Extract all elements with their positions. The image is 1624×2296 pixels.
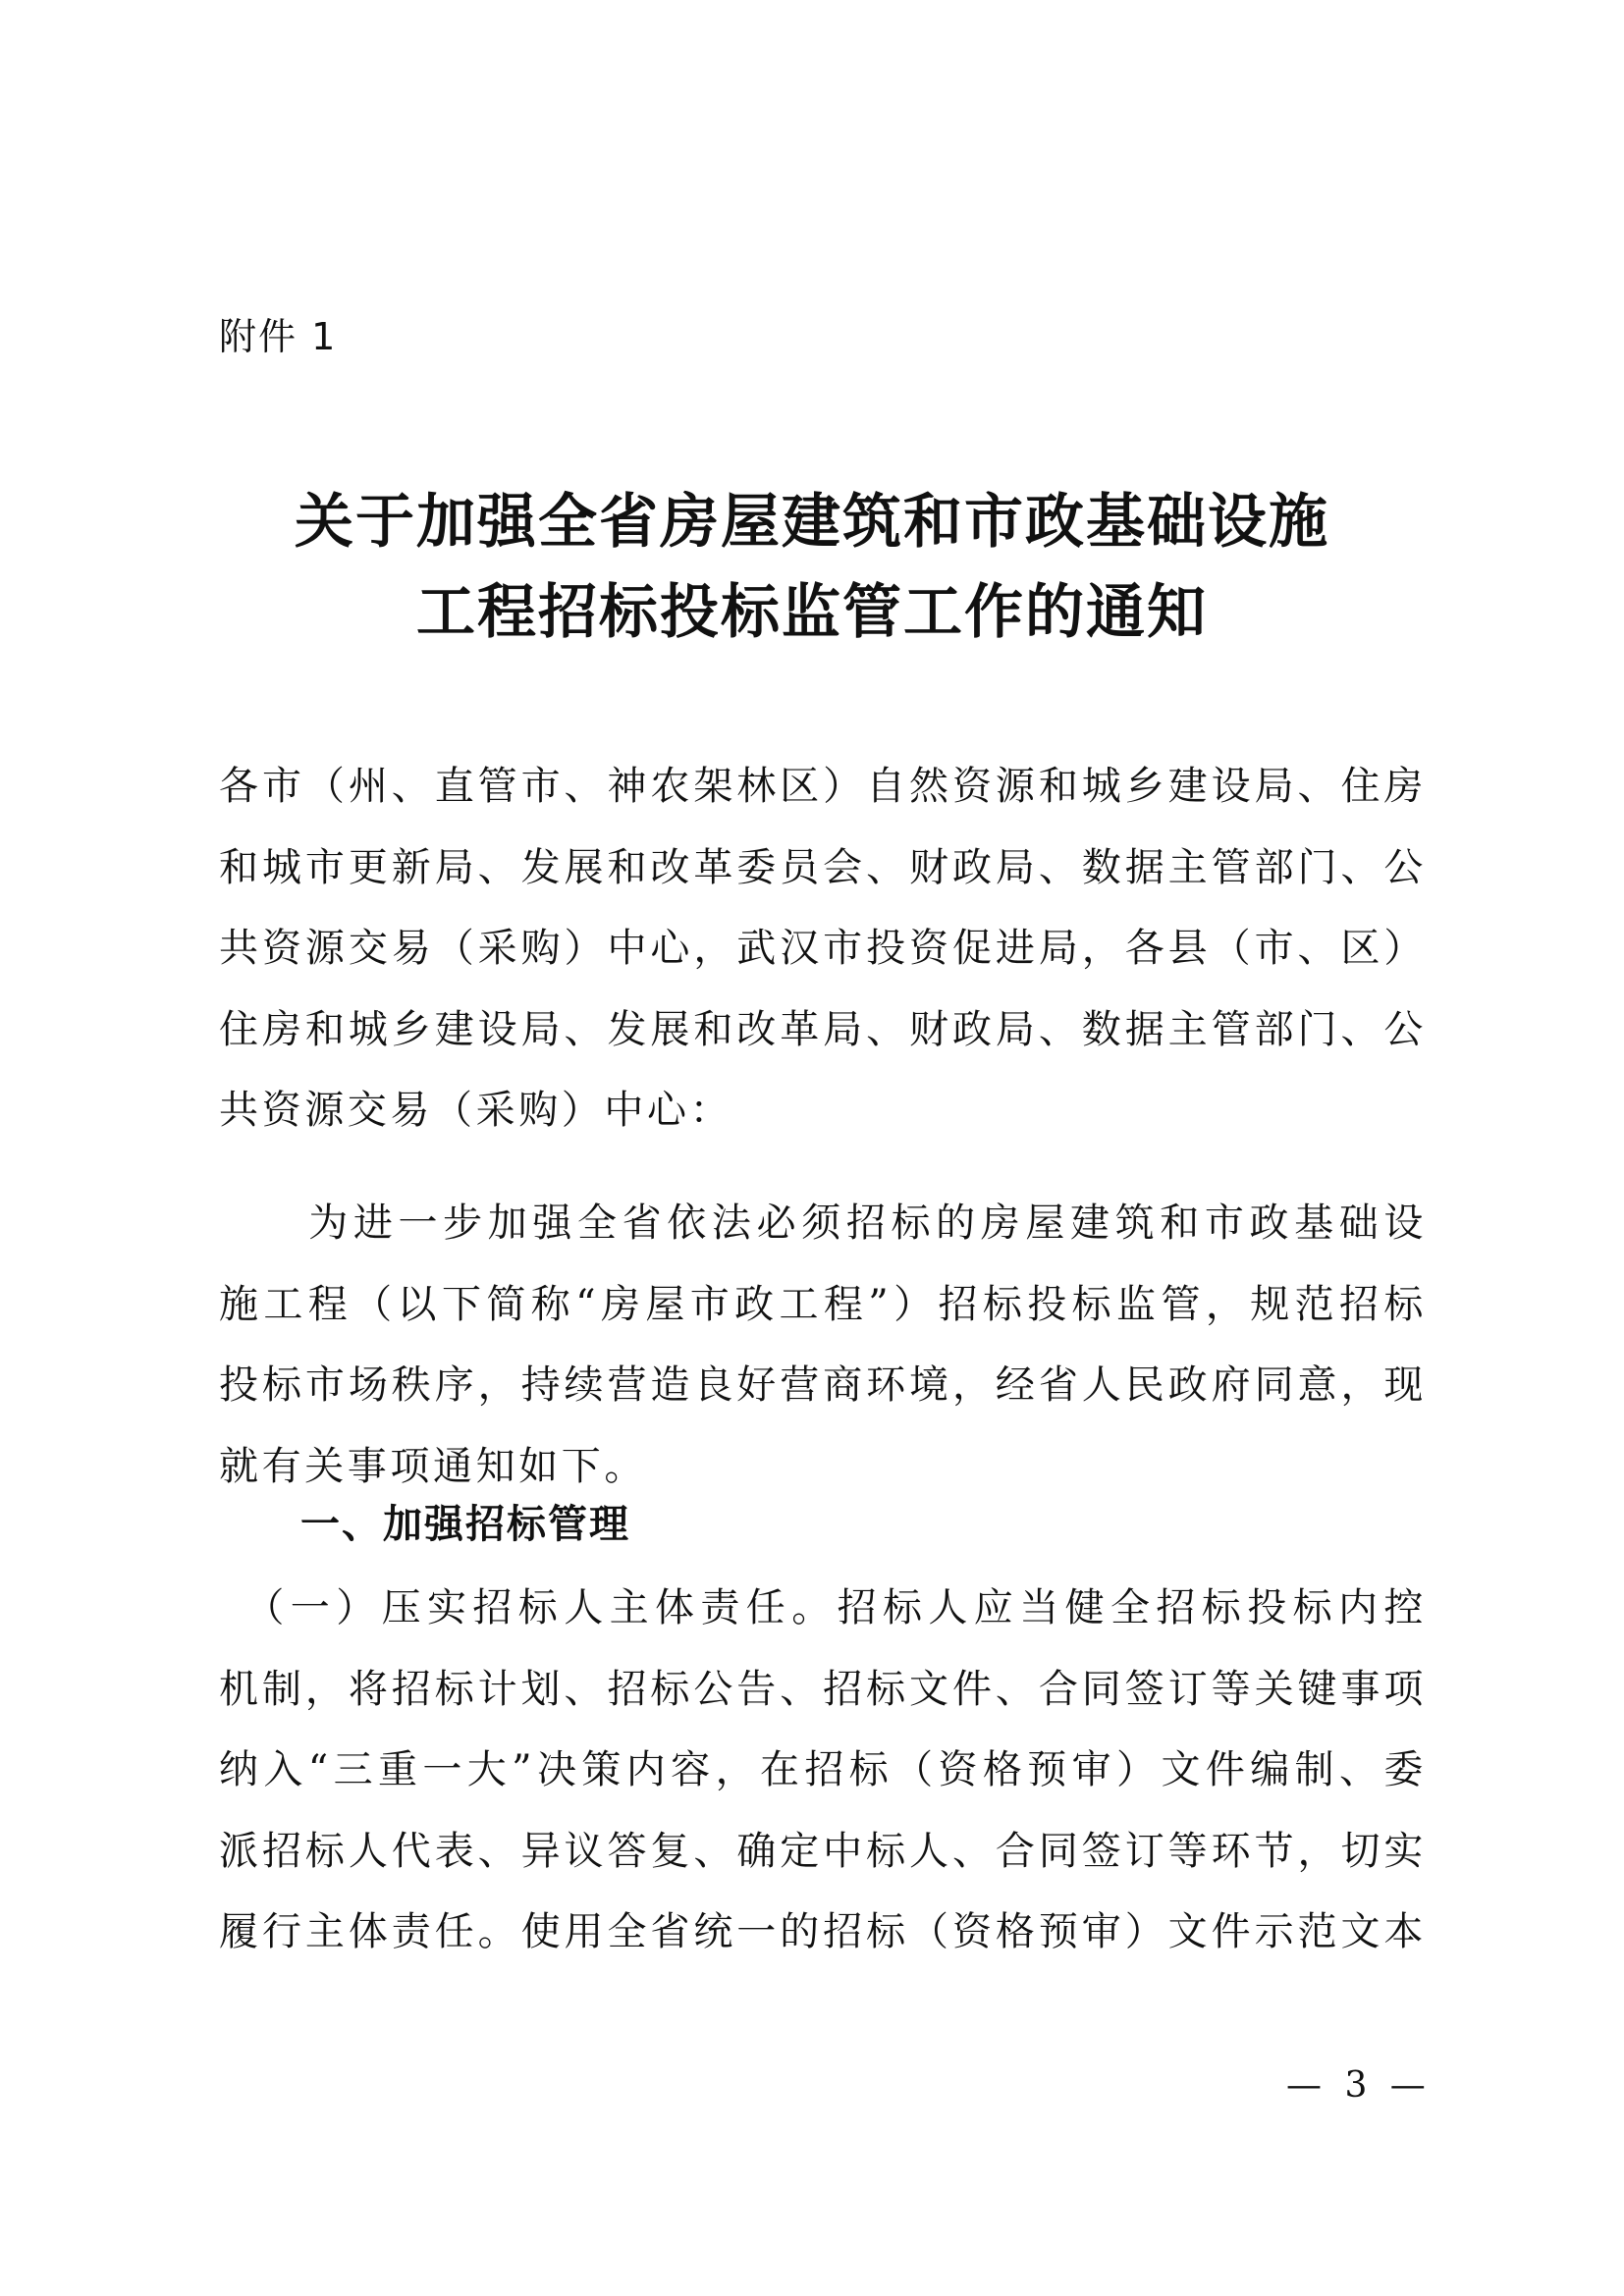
intro-line: 投标市场秩序，持续营造良好营商环境，经省人民政府同意，现 (219, 1362, 1427, 1408)
page-number: — 3 — (1286, 2065, 1432, 2106)
intro-line: 就有关事项通知如下。 (219, 1443, 647, 1489)
paragraph-line: 纳入“三重一大”决策内容，在招标（资格预审）文件编制、委 (219, 1747, 1427, 1792)
intro-line: 为进一步加强全省依法必须招标的房屋建筑和市政基础设 (219, 1201, 1427, 1246)
paragraph-line: （一）压实招标人主体责任。招标人应当健全招标投标内控 (219, 1585, 1427, 1630)
paragraph-line: 机制，将招标计划、招标公告、招标文件、合同签订等关键事项 (219, 1666, 1427, 1712)
paragraph-line: 履行主体责任。使用全省统一的招标（资格预审）文件示范文本 (219, 1909, 1427, 1954)
paragraph-1 (219, 1568, 1427, 1973)
section-heading: 一、加强招标管理 (300, 1502, 630, 1547)
document-title-line-1: 关于加强全省房屋建筑和市政基础设施 (295, 488, 1329, 557)
intro-line: 施工程（以下简称“房屋市政工程”）招标投标监管，规范招标 (219, 1281, 1427, 1327)
addressee-line: 共资源交易（采购）中心： (219, 1088, 733, 1133)
addressee-line: 各市（州、直管市、神农架林区）自然资源和城乡建设局、住房 (219, 764, 1427, 809)
addressee-paragraph (219, 746, 1427, 1151)
addressee-line: 住房和城乡建设局、发展和改革局、财政局、数据主管部门、公 (219, 1006, 1427, 1052)
attachment-label: 附件 1 (219, 315, 338, 358)
intro-paragraph (219, 1183, 1427, 1507)
addressee-line: 共资源交易（采购）中心，武汉市投资促进局，各县（市、区） (219, 926, 1427, 971)
paragraph-line: 派招标人代表、异议答复、确定中标人、合同签订等环节，切实 (219, 1828, 1427, 1874)
addressee-line: 和城市更新局、发展和改革委员会、财政局、数据主管部门、公 (219, 844, 1427, 890)
document-title-line-2: 工程招标投标监管工作的通知 (416, 578, 1208, 647)
